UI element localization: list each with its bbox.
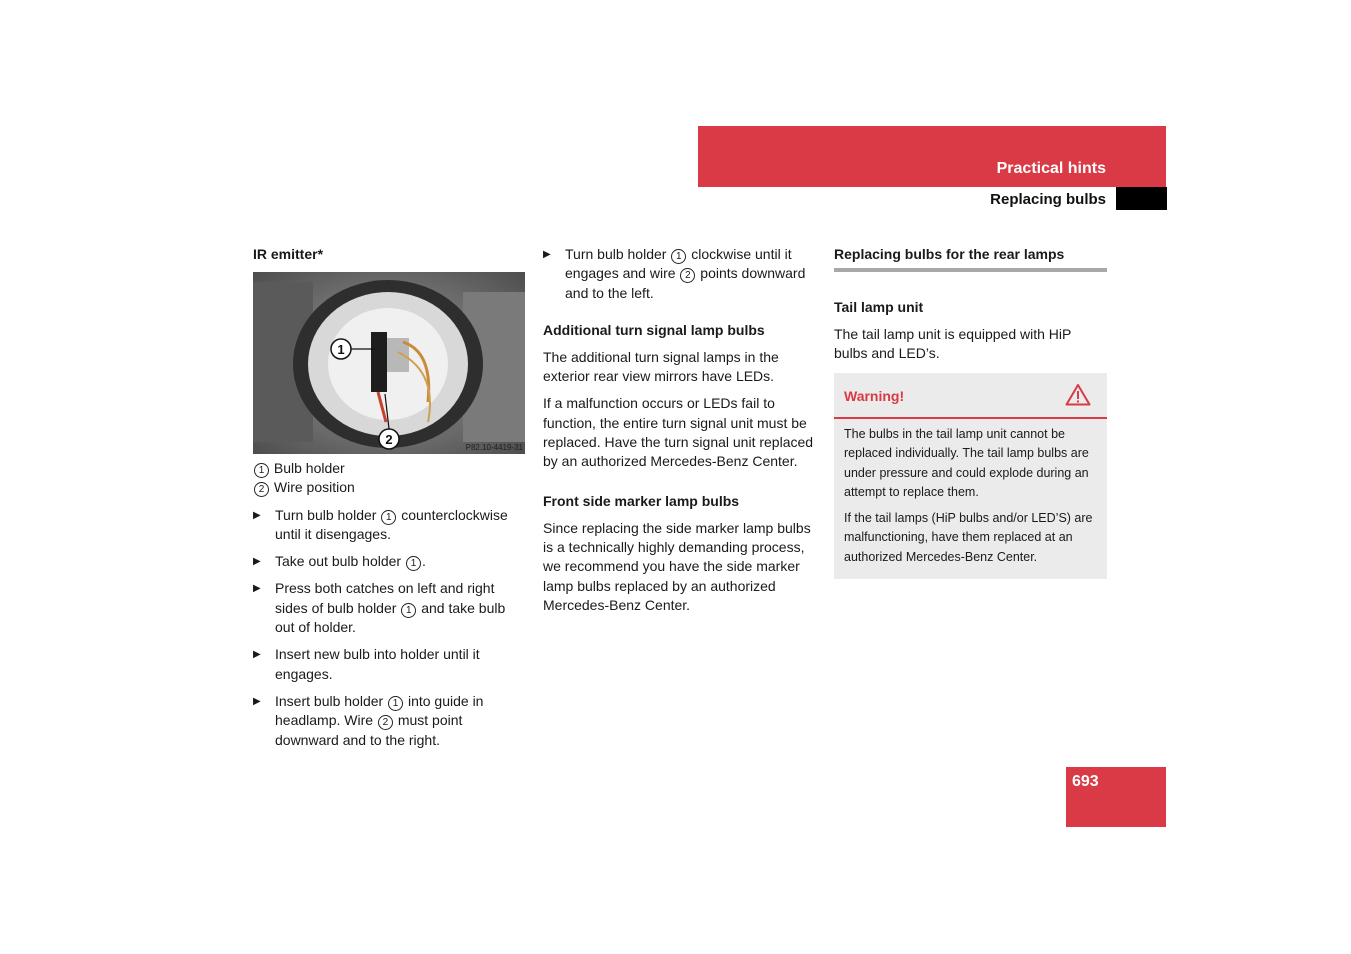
tail-lamp-heading: Tail lamp unit xyxy=(834,299,924,315)
side-marker-para: Since replacing the side marker lamp bulbs is a technically highly demanding process, we recommend you have the side marker lamp bulbs replaced by an authorized Mercedes-Benz Center. xyxy=(543,519,811,613)
turn-signal-malfunction-para: If a malfunction occurs or LEDs fail to function, the entire turn signal unit must be replaced. Have the turn signal unit replaced by an authorized Mercedes-Benz Center. xyxy=(543,395,814,470)
section-title: Practical hints xyxy=(996,160,1106,177)
warning-triangle-icon xyxy=(1065,383,1091,411)
ir-steps-list xyxy=(253,506,525,750)
warning-box xyxy=(834,373,1107,580)
warning-body xyxy=(834,419,1107,568)
ir-emitter-heading: IR emitter* xyxy=(253,246,324,262)
legend-item: 2 Wire position xyxy=(253,478,525,497)
arrow-bullet-icon: ▶ xyxy=(253,583,261,595)
subsection-title: Replacing bulbs xyxy=(990,191,1106,208)
tail-lamp-para: The tail lamp unit is equipped with HiP bulbs and LED’s. xyxy=(834,326,1072,362)
step-item: ▶ Turn bulb holder 1 clockwise until it engages and wire 2 points downward and to the left. xyxy=(543,246,806,301)
warning-para: If the tail lamps (HiP bulbs and/or LED’S) are malfunctioning, have them replaced at an authorized Mercedes-Benz Center. xyxy=(844,510,1093,564)
figure-code: P82.10-4419-31 xyxy=(465,443,523,452)
step-item: ▶ Insert new bulb into holder until it engages. xyxy=(253,646,480,682)
arrow-bullet-icon: ▶ xyxy=(543,249,551,260)
chapter-tab xyxy=(1116,187,1167,210)
arrow-bullet-icon: ▶ xyxy=(253,649,261,661)
arrow-bullet-icon: ▶ xyxy=(253,509,261,521)
turn-signal-para: The additional turn signal lamps in the exterior rear view mirrors have LEDs. xyxy=(543,348,779,385)
heading-rule xyxy=(834,268,1107,272)
step-item: ▶ Turn bulb holder 1 counterclockwise until it disengages. xyxy=(253,506,508,542)
step-item: ▶ Press both catches on left and right sides of bulb holder 1 and take bulb out of holder. xyxy=(253,580,506,636)
column-2 xyxy=(543,245,819,623)
step-item: ▶ Insert bulb holder 1 into guide in headlamp. Wire 2 must point downward and to the right. xyxy=(253,692,484,748)
turn-signal-heading: Additional turn signal lamp bulbs xyxy=(543,321,765,338)
column-3 xyxy=(834,245,1107,579)
page-number: 693 xyxy=(1072,773,1099,790)
warning-para: The bulbs in the tail lamp unit cannot be replaced individually. The tail lamp bulbs are under pressure and could explode during an attempt to replace them. xyxy=(844,426,1089,500)
step-item: ▶ Take out bulb holder 1 . xyxy=(253,553,426,570)
rear-lamps-heading: Replacing bulbs for the rear lamps xyxy=(834,246,1065,262)
callout-2-label: 2 xyxy=(385,432,393,447)
ir-steps-continued xyxy=(543,245,819,303)
warning-title: Warning! xyxy=(844,387,905,404)
arrow-bullet-icon: ▶ xyxy=(253,695,261,707)
callout-1-label: 1 xyxy=(337,342,345,357)
legend-item: 1 Bulb holder xyxy=(253,459,525,478)
column-1 xyxy=(253,245,525,758)
headlamp-illustration xyxy=(253,272,525,454)
warning-header xyxy=(834,373,1107,419)
page-number-box xyxy=(1066,767,1166,827)
side-marker-heading: Front side marker lamp bulbs xyxy=(543,492,740,509)
arrow-bullet-icon: ▶ xyxy=(253,556,261,568)
headlamp-photo xyxy=(253,272,525,454)
